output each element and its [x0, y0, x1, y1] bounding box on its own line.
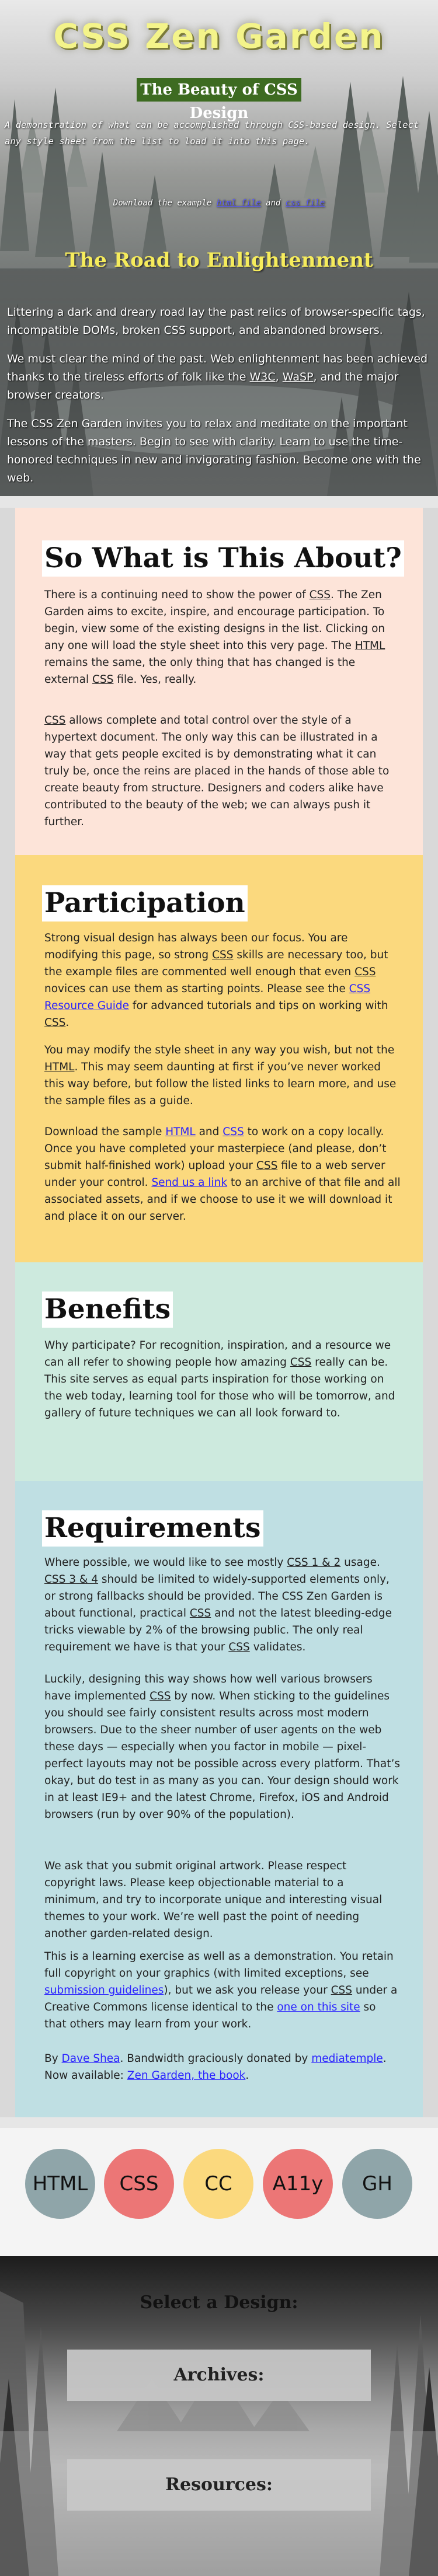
section-spacer	[0, 496, 438, 508]
text: to an archive of that file and all associated assets, and if we choose to use it we will download it and place it on our server.	[44, 1177, 401, 1223]
mediatemple-link[interactable]: mediatemple	[311, 2053, 383, 2065]
abbr-css: CSS	[44, 1017, 66, 1029]
site-subtitle: The Beauty of CSS Design	[137, 78, 301, 102]
text: and	[195, 1126, 223, 1138]
text: should be limited to widely-supported elements only, or strong fallbacks should be provided. The CSS Zen Garden is about functional, practical	[44, 1573, 390, 1619]
requirements-title: Requirements	[42, 1510, 263, 1547]
text: by now. When sticking to the guidelines you should see fairly consistent results across most modern browsers. Due to the sheer number of user agents on the web these days — especially when you factor in mobile — pixel-perfect layouts may not be possible across every platform. That’s okay, but do test in as many as you can. Your design should work in at least IE9+ and the latest Chrome, Firefox, iOS and Android browsers (run by over 90% of the population).	[44, 1690, 401, 1821]
requirements-heading-wrap	[42, 1510, 263, 1547]
participation-title: Participation	[42, 885, 248, 922]
abbr-css: CSS 1 & 2	[287, 1556, 341, 1569]
abbr-css: CSS	[309, 589, 331, 601]
text: really can be. This site serves as equal parts inspiration for those working on the web today, learning tool for those who will be tomorrow, and gallery of future techniques we can all look forward to.	[44, 1356, 395, 1419]
benefits-heading-wrap	[42, 1292, 173, 1328]
text: You may modify the style sheet in any way you wish, but not the	[44, 1044, 395, 1056]
download-prefix: Download the example	[113, 198, 217, 208]
abbr-css: CSS	[44, 714, 66, 727]
footer-link-html[interactable]: HTML	[25, 2149, 95, 2219]
css-file-link[interactable]: css file	[285, 198, 325, 208]
section-spacer	[0, 2117, 438, 2128]
abbr-css: CSS	[354, 966, 376, 978]
text: There is a continuing need to show the power of	[44, 589, 310, 601]
intro-section	[0, 0, 438, 496]
text: . Now available:	[44, 2053, 387, 2082]
text: Where possible, we would like to see mostly	[44, 1556, 287, 1569]
html-file-link[interactable]: html file	[216, 198, 261, 208]
requirements-paragraph-4	[44, 1948, 401, 2033]
text: novices can use them as starting points. Please see the	[44, 983, 349, 995]
preamble-paragraph-2	[7, 350, 430, 404]
text: By	[44, 2053, 62, 2065]
explanation-section	[15, 508, 423, 855]
text: Why participate? For recognition, inspiration, and a resource we can all refer to showing people how amazing	[44, 1339, 391, 1369]
preamble-title: The Road to Enlightenment	[65, 249, 373, 272]
sample-css-link[interactable]: CSS	[223, 1126, 244, 1138]
download-and: and	[260, 198, 286, 208]
text: usage.	[340, 1556, 380, 1569]
text: Luckily, designing this way shows how well various browsers have implemented	[44, 1673, 373, 1702]
dave-shea-link[interactable]: Dave Shea	[61, 2053, 120, 2065]
archives-title: Archives:	[67, 2350, 371, 2401]
participation-section	[15, 855, 423, 1262]
sample-html-link[interactable]: HTML	[165, 1126, 196, 1138]
explanation-paragraph-2	[44, 712, 401, 830]
select-design-title: Select a Design:	[140, 2292, 298, 2313]
download-line	[0, 198, 438, 208]
abbr-css: CSS	[290, 1356, 312, 1369]
abbr-css: CSS	[331, 1984, 353, 1996]
preamble-text: ,	[275, 371, 283, 383]
abbr-css: CSS 3 & 4	[44, 1573, 99, 1586]
requirements-paragraph-2	[44, 1671, 401, 1823]
preamble-paragraph-3: The CSS Zen Garden invites you to relax and meditate on the important lessons of the masters. Begin to see with clarity. Learn to use the time-honored techniques in new and invigorating fashion. Become one with the web.	[7, 417, 421, 484]
design-selection-section	[0, 2256, 438, 2576]
text: skills are necessary too, but the example files are commented well enough that even	[44, 949, 388, 978]
text: so that others may learn from your work.	[44, 2001, 376, 2030]
submission-guidelines-link[interactable]: submission guidelines	[44, 1984, 164, 1996]
explanation-paragraph-1	[44, 587, 401, 688]
abbr-css: CSS	[92, 673, 114, 686]
zen-garden-book-link[interactable]: Zen Garden, the book	[127, 2069, 246, 2082]
text: . The Zen Garden aims to excite, inspire, and encourage participation. To begin, view some of the existing designs in the list. Clicking on any one will load the style sheet into this very page. The	[44, 589, 385, 652]
resources-title: Resources:	[67, 2459, 371, 2511]
text: file to a web server under your control.	[44, 1160, 385, 1189]
participation-heading-wrap	[42, 885, 248, 922]
css-resource-guide-link[interactable]: CSS Resource Guide	[44, 983, 371, 1012]
participation-paragraph-3	[44, 1123, 401, 1225]
text: Download the sample	[44, 1126, 166, 1138]
text: Strong visual design has always been our focus. You are modifying this page, so strong	[44, 932, 348, 961]
explanation-heading-wrap	[42, 540, 404, 577]
text: under a Creative Commons license identical to the	[44, 1984, 398, 2013]
text: to work on a copy locally. Once you have completed your masterpiece (and please, don’t submit half-finished work) upload your	[44, 1126, 387, 1172]
abbr-css: CSS	[256, 1160, 278, 1172]
text: . Bandwidth graciously donated by	[120, 2053, 312, 2065]
benefits-section	[15, 1262, 423, 1481]
text: for advanced tutorials and tips on working with	[129, 1000, 388, 1012]
text: remains the same, the only thing that has changed is the external	[44, 657, 356, 686]
abbr-css: CSS	[189, 1607, 211, 1619]
preamble-body	[7, 303, 430, 496]
footer-links	[0, 2128, 438, 2221]
benefits-paragraph-1	[44, 1337, 401, 1422]
footer-link-gh[interactable]: GH	[342, 2149, 412, 2219]
text: ), but we ask you release your	[164, 1984, 331, 1996]
abbr-css: CSS	[212, 949, 234, 961]
w3c-link[interactable]: W3C	[249, 371, 276, 383]
text: .	[65, 1017, 69, 1029]
explanation-title: So What is This About?	[42, 540, 404, 577]
send-link-link[interactable]: Send us a link	[151, 1177, 228, 1189]
footer-link-css[interactable]: CSS	[104, 2149, 174, 2219]
requirements-paragraph-1	[44, 1554, 401, 1656]
requirements-footer	[44, 2050, 401, 2084]
participation-paragraph-1	[44, 930, 401, 1031]
text: and not the latest bleeding-edge tricks viewable by 2% of the browsing public. The only real requirement we have is that your	[44, 1607, 392, 1653]
preamble-paragraph-1: Littering a dark and dreary road lay the past relics of browser-specific tags, incompatible DOMs, broken CSS support, and abandoned browsers.	[7, 306, 425, 337]
abbr-css: CSS	[228, 1641, 250, 1653]
summary-text: A demonstration of what can be accomplished through CSS-based design. Select any style sheet from the list to load it into this page.	[5, 120, 419, 146]
benefits-title: Benefits	[42, 1292, 173, 1328]
license-link[interactable]: one on this site	[277, 2001, 360, 2013]
text: allows complete and total control over the style of a hypertext document. The only way this can be illustrated in a way that gets people excited is by demonstrating what it can truly be, once the reins are placed in the hands of those able to create beauty from structure. Designers and coders alike have contributed to the beauty of the web; we can always push it further.	[44, 714, 390, 828]
participation-paragraph-2	[44, 1042, 401, 1109]
abbr-css: CSS	[150, 1690, 171, 1702]
section-spacer	[0, 2221, 438, 2256]
text: This is a learning exercise as well as a demonstration. You retain full copyright on your graphics (with limited exceptions, see	[44, 1950, 394, 1980]
text: file. Yes, really.	[113, 673, 197, 686]
footer-link-a11y[interactable]: A11y	[263, 2149, 333, 2219]
text: .	[245, 2069, 249, 2082]
site-title: CSS Zen Garden	[53, 16, 385, 56]
requirements-paragraph-3: We ask that you submit original artwork. Please respect copyright laws. Please keep objectionable material to a minimum, and try to incorporate unique and interesting visual themes to your work. We’re well past the point of needing another garden-related design.	[44, 1860, 383, 1940]
footer-link-cc[interactable]: CC	[183, 2149, 253, 2219]
preamble-text: , and the major browser creators.	[7, 371, 399, 402]
requirements-section	[15, 1481, 423, 2117]
abbr-html: HTML	[354, 640, 385, 652]
preamble-text: We must clear the mind of the past. Web enlightenment has been achieved thanks to the tireless efforts of folk like the	[7, 352, 428, 383]
text: validates.	[249, 1641, 306, 1653]
abbr-html: HTML	[44, 1061, 75, 1073]
text: . This may seem daunting at first if you’ve never worked this way before, but follow the listed links to learn more, and use the sample files as a guide.	[44, 1061, 397, 1107]
wasp-link[interactable]: WaSP	[282, 371, 314, 383]
